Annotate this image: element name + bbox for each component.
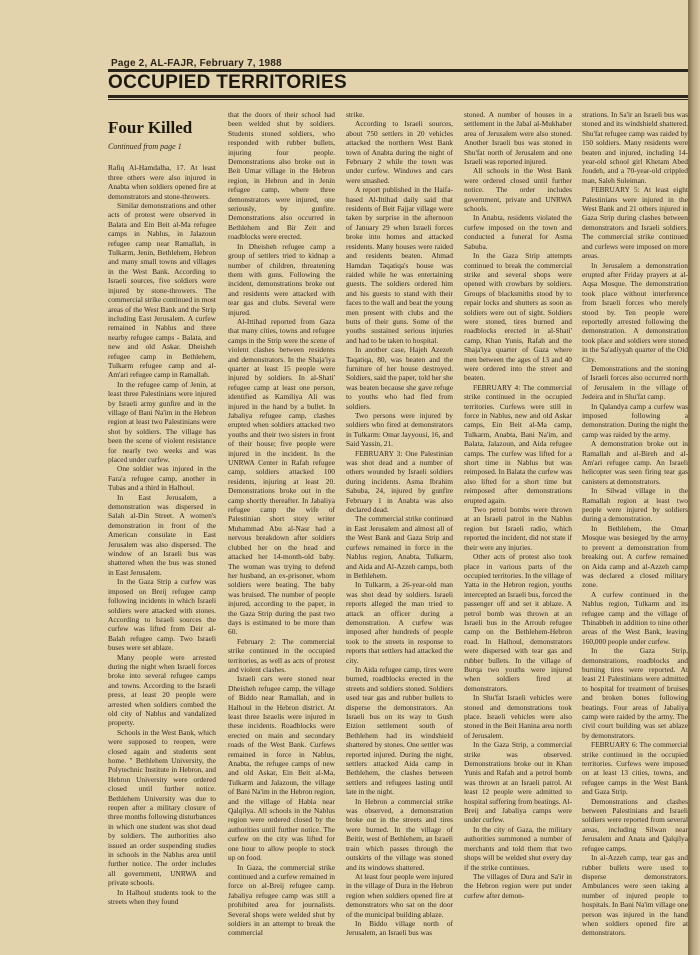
paragraph: A curfew continued in the Nablus region, Tulkarm and its refugee camp and the village of Thinabbeh in addition to nine other areas of the West Bank, leaving 160,000 people under curfew. <box>582 589 688 646</box>
paragraph: Similar demonstrations and other acts of protest were observed in Balata and Ein Beit al-Ma refugee camps in Nablus, in Jalazoun refugee camp near Ramallah, in Tulkarm, Jenin, Bethlehem, Hebron and many small towns and villages in the West Bank. According to Israeli sources, five soldiers were injured by stone-throwers. The commercial strike continued in most areas of the West Bank and the Strip including East Jerusalem. A curfew remained in Nablus and three nearby refugee camps - Balata, and new and old Askar. Dheisheh refugee camp in Bethlehem, Tulkarm refugee camp and al-Am'ari refugee camp in Ramallah. <box>108 201 216 380</box>
column-1 <box>108 110 216 950</box>
paragraph: In the refugee camp of Jenin, at least three Palestinians were injured by Israeli army gunfire and in the village of Bani Na'im in the Hebron region at least two Palestinians were shot by soldiers. The village has been the scene of violent resistance for nearly two weeks and was placed under curfew. <box>108 379 216 464</box>
paragraph: Al-Ittihad reported from Gaza that many cities, towns and refugee camps in the Strip were the scene of violent clashes between residents and demonstrators. In the Shaja'iya quarter at least 15 people were injured by soldiers. In al-Shati' refugee camp at least one person, identified as Kamiliya Ali was injured in the hand by a bullet. In Jabaliya refugee camp, clashes erupted when soldiers attacked two youths and their two sisters in front of their house; five people were injured in the incident. In the UNRWA Center in Rafah refugee camp, soldiers attacked 100 residents, injuring at least 20. Demonstrations broke out in the camp shortly thereafter. In Jabaliya refugee camp the wife of Palestinian short story writer Muhammad Abu al-Nasr had a nervous breakdown after soldiers clubbed her on the head and attacked her 14-month-old baby. The woman was trying to defend her husband, an ex-prisoner, whom soldiers were beating. The baby was bruised. The number of people injured, according to the paper, in the Gaza Strip during the past two days is estimated to be more than 60. <box>228 316 335 637</box>
paragraph: that the doors of their school had been welded shut by soldiers. Students stoned soldiers, who responded with rubber bullets, injuring four people. Demonstrations also broke out in Beit Umar village in the Hebron region, in Hebron and in Jenin refugee camp, where three demonstrators were injured, one seriously, by gunfire. Demonstrations also occurred in Bethlehem and Bir Zeit and roadblocks were erected. <box>228 110 335 242</box>
paragraph: In East Jerusalem, a demonstration was dispersed in Salah al-Din Street. A women's demonstration in front of the American consulate in East Jerusalem was also dispersed. The window of an Israeli bus was shattered when the bus was stoned in East Jerusalem. <box>108 492 216 577</box>
paragraph: In Dheisheh refugee camp a group of settlers tried to kidnap a number of children, threatening them with guns. Following the incident, demonstrations broke out and residents were attacked with tear gas and clubs. Several were injured. <box>228 241 335 317</box>
paragraph: In another case, Hajeh Azezeh Taqatiqa, 80, was beaten and the furniture of her house destroyed. Soldiers, said the paper, told her she was beaten because she gave refuge to youths who had fled from soldiers. <box>346 345 453 411</box>
paragraph: In Hebron a commercial strike was observed, a demonstration broke out in the streets and tires were burned. In the village of Beitir, west of Bethlehem, an Israeli train which passes through the outskirts of the village was stoned and its windows shattered. <box>346 796 453 872</box>
column-3 <box>346 110 453 950</box>
paragraph: In Aida refugee camp, tires were burned, roadblocks erected in the streets and soldiers stoned. Soldiers used tear gas and rubber bullets to disperse the demonstrators. An Israeli bus on its way to Gush Etzion settlement south of Bethlehem had its windshield shattered by stones. One settler was reported injured. During the night, settlers attacked Aida camp in Bethlehem, the clashes between settlers and refugees lasting until late in the night. <box>346 664 453 797</box>
paragraph: In Anabta, residents violated the curfew imposed on the town and conducted a funeral for Asma Sabuba. <box>464 213 572 251</box>
column-4 <box>464 110 572 950</box>
paragraph: One soldier was injured in the Fara'a refugee camp, another in Tubas and a third in Halhoul. <box>108 464 216 493</box>
paragraph: In the Gaza Strip attempts continued to break the commercial strike and several shops were opened with crowbars by soldiers. Groups of blacksmiths stood by to repair locks and shutters as soon as soldiers were out of sight. Soldiers were stoned, tires burned and roadblocks erected in al-Shati' camp, Khan Yunis, Rafah and the Shaja'iya quarter of Gaza where men between the ages of 13 and 40 were ordered into the street and beaten. <box>464 251 572 383</box>
section-title: OCCUPIED TERRITORIES <box>108 72 347 93</box>
section-rule-thin <box>108 99 688 100</box>
paragraph: In Biddo village north of Jerusalem, an Israeli bus was <box>346 918 453 938</box>
paragraph: The commercial strike continued in East Jerusalem and almost all of the West Bank and Gaza Strip and curfews remained in force in the Nablus region, Anabta, Tulkarm, and Aida and Al-Azzeh camps, both in Bethlehem. <box>346 514 453 580</box>
paragraph: In the Gaza Strip, demonstrations, roadblocks and burning tires were reported. At least 21 Palestinians were admitted to hospital for treatment of bruises and broken bones following beatings. Four areas of Jabaliya camp were raided by the army. The civil court building was set ablaze by demonstrators. <box>582 646 688 740</box>
paragraph: February 2: The commercial strike continued in the occupied territories, as well as acts of protest and violent clashes. <box>228 636 335 674</box>
paragraph: In Gaza, the commercial strike continued and a curfew remained in force on al-Breij refugee camp. Jabaliya refugee camp was still a prohibited area for journalists. Several shops were welded shut by soldiers in an attempt to break the commercial <box>228 862 335 938</box>
paragraph: In the city of Gaza, the military authorities summoned a number of merchants and told them that two shops will be welded shut every day if the strike continues. <box>464 824 572 872</box>
paragraph: In Tulkarm, a 26-year-old man was shot dead by soldiers. Israeli reports alleged the man tried to attack an officer during a demonstration. A curfew was imposed after hundreds of people took to the streets in response to reports that settlers had attacked the city. <box>346 580 453 665</box>
paragraph: In Bethlehem, the Omar Mosque was besieged by the army to prevent a demonstration from breaking out. A curfew remained on Aida camp and al-Azzeh camp was declared a closed military zone. <box>582 523 688 590</box>
paragraph: Two petrol bombs were thrown at an Israeli patrol in the Nablus region but Israeli radio, which reported the incident, did not state if their were any injuries. <box>464 505 572 552</box>
paragraph: At least four people were injured in the village of Dura in the Hebron region when soldiers opened fire at demonstrators who sat on the door of the municipal building ablaze. <box>346 871 453 919</box>
paragraph: Many people were arrested during the night when Israeli forces broke into several refugee camps and towns. According to the Israeli press, at least 20 people were arrested when soldiers combed the old city of Nablus and vandalized property. <box>108 652 216 728</box>
paragraph: FEBRUARY 6: The commercial strike continued in the occupied territories. Curfews were imposed on at least 13 cities, towns, and refugee camps in the West Bank and Gaza Strip. <box>582 740 688 797</box>
paragraph: A demonstration broke out in Ramallah and al-Bireh and al-Am'ari refugee camp. An Israeli helicopter was seen firing tear gas canisters at demonstrators. <box>582 439 688 486</box>
section-rule <box>108 95 688 98</box>
paragraph: FEBRUARY 4: The commercial strike continued in the occupied territories. Curfews were still in force in Nablus, new and old Askar camps, Ein Beit al-Ma camp, Tulkarm, Anabta, Bani Na'im, and Balata, Jalazoun, and Aida refugee camps. The curfew was lifted for a short time in Nablus but was reimposed. In Balata the curfew was also lifted for a short time but reimposed after demonstrations erupted again. <box>464 382 572 505</box>
binding-spine <box>688 0 700 955</box>
paragraph: stoned. A number of houses in a settlement in the Jabal al-Mukhaber area of Jerusalem were also stoned. Another Israeli bus was stoned in Shu'fat north of Jerusalem and one Israeli was reported injured. <box>464 110 572 167</box>
article-headline: Four Killed <box>108 118 193 137</box>
paragraph: In Qalandya camp a curfew was imposed following a demonstration. During the night the camp was raided by the army. <box>582 401 688 439</box>
paragraph: Schools in the West Bank, which were supposed to reopen, were closed again and students sent home. " Bethlehem University, the Polytechnic Institute in Hebron, and Hebron University were ordered closed until further notice. Bethlehem University was due to reopen after a military closure of three months following disturbances in which one student was shot dead by soldiers. The authorities also issued an order suspending studies in schools in the Nablus area until further notice. The order includes all government, UNRWA and private schools. <box>108 727 216 888</box>
paragraph: In Shu'fat Israeli vehicles were stoned and demonstrations took place. Israeli vehicles were also stoned in the Beit Hanina area north of Jerusalem. <box>464 693 572 740</box>
paragraph: Two persons were injured by soldiers who fired at demonstrators in Tulkarm: Omar Jayyousi, 16, and Said Yassin, 21. <box>346 411 453 449</box>
paragraph: Demonstrations and clashes between Palestinians and Israeli soldiers were reported from several areas, including Silwan near Jerusalem and Anata and Qalqilya refugee camps. <box>582 796 688 853</box>
paragraph: In al-Azzeh camp, tear gas and rubber bullets were used to disperse demonstrators. Ambulances were seen taking a number of injured people to hospitals. In Bani Na'im village one person was injured in the hand when soldiers opened fire at demonstrators. <box>582 853 688 938</box>
paragraph: Demonstrations and the stoning of Israeli forces also occurred north of Jerusalem in the village of Jedeira and in Shu'fat camp. <box>582 363 688 402</box>
paragraph: According to Israeli sources, about 750 settlers in 20 vehicles attacked the northern West Bank town of Anabta during the night of February 2 while the town was under curfew. Windows and cars were smashed. <box>346 119 453 185</box>
paragraph: FEBRUARY 5: At least eight Palestinians were injured in the West Bank and 21 others injured in Gaza Strip during clashes between demonstrators and Israeli soldiers. The commercial strike continued and curfews were imposed on more areas. <box>582 185 688 261</box>
paragraph: In Halhoul students took to the streets when they found <box>108 887 216 907</box>
paragraph: strike. <box>346 110 365 119</box>
column-5 <box>582 110 688 950</box>
paragraph: FEBRUARY 3: One Palestinian was shot dead and a number of others wounded by Israeli soldiers during incidents. Asma Ibrahim Sabuba, 24, injured by gunfire February 1 in Anabta was also declared dead. <box>346 448 453 515</box>
column-2 <box>228 110 335 950</box>
continued-note: Continued from page 1 <box>108 142 182 151</box>
paragraph: Israeli cars were stoned near Dheisheh refugee camp, the village of Biddo near Ramallah, and in Halhoul in the Hebron district. At least three Israelis were injured in these incidents. Roadblocks were erected on main and secondary roads of the West Bank. Curfews remained in force in Nablus, Anabta, the refugee camps of new and old Askar, Ein Beit al-Ma, Tulkarm and Jalazoun, the village of Bani Na'im in the Hebron region, and the village of Habla near Qalqilya. All schools in the Nablus region were ordered closed by the authorities until further notice. The curfew on the city was lifted for one hour to allow people to stock up on food. <box>228 674 335 863</box>
paragraph: Other acts of protest also took place in various parts of the occupied territories. In the village of Yatta in the Hebron region, youths intercepted an Israeli bus, forced the passenger off and set it ablaze. A petrol bomb was thrown at an Israeli bus in the Arroub refugee camp on the Bethlehem-Hebron road. In Halhoul, demonstrators were dispersed with tear gas and rubber bullets. In the village of Burqa two youths were injured when soldiers fired at demonstrators. <box>464 552 572 693</box>
paragraph: In the Gaza Strip, a commercial strike was observed. Demonstrations broke out in Khan Yunis and Rafah and a petrol bomb was thrown at an Israeli patrol. At least 12 people were admitted to hospital suffering from beatings. Al-Breij and Jabaliya camps were under curfew. <box>464 740 572 825</box>
page-header: Page 2, AL-FAJR, February 7, 1988 <box>111 58 282 69</box>
paragraph: In Jerusalem a demonstration erupted after Friday prayers at al-Aqsa Mosque. The demonstration took place without interference from Israeli forces who merely stood by. Ten people were reportedly arrested following the demonstration. A demonstration took place and soldiers were stoned in the Sa'adiyyah quarter of the Old City. <box>582 260 688 364</box>
paragraph: A report published in the Haifa-based Al-Ittihad daily said that residents of Beit Fajjar village were taken by surprise in the afternoon of January 29 when Israeli forces broke into homes and attacked residents. Many houses were raided and residents beaten. Ahmad Hamdan Taqatiqa's house was raided while he was entertaining guests. The soldiers ordered him and his guests to stand with their faces to the wall and beat the young men present with clubs and the butts of their guns. Some of the youths sustained serious injuries and had to be taken to hospital. <box>346 185 453 345</box>
paragraph: In Silwad village in the Ramallah region at least two people were injured by soldiers during a demonstration. <box>582 486 688 524</box>
paragraph: Rafiq Al-Hamdalha, 17. At least three others were also injured in Anabta when soldiers opened fire at demonstrators and stone-throwers. <box>108 163 216 201</box>
paragraph: In the Gaza Strip a curfew was imposed on Breij refugee camp following incidents in which Israeli soldiers were attacked with stones. According to Israeli sources the curfew was lifted from Deir al-Balah refugee camp. Two Israeli buses were set ablaze. <box>108 577 216 653</box>
paragraph: The villages of Dura and Sa'ir in the Hebron region were put under curfew after demon- <box>464 871 572 900</box>
paragraph: strations. In Sa'ir an Israeli bus was stoned and its windshield shattered. Shu'fat refugee camp was raided by 150 soldiers. Many residents were beaten and injured, including 14-year-old school girl Khetam Abed Joudeh, and a 70-year-old crippled man, Saleh Suleiman. <box>582 110 688 185</box>
paragraph: All schools in the West Bank were ordered closed until further notice. The order includes government, private and UNRWA schools. <box>464 166 572 214</box>
